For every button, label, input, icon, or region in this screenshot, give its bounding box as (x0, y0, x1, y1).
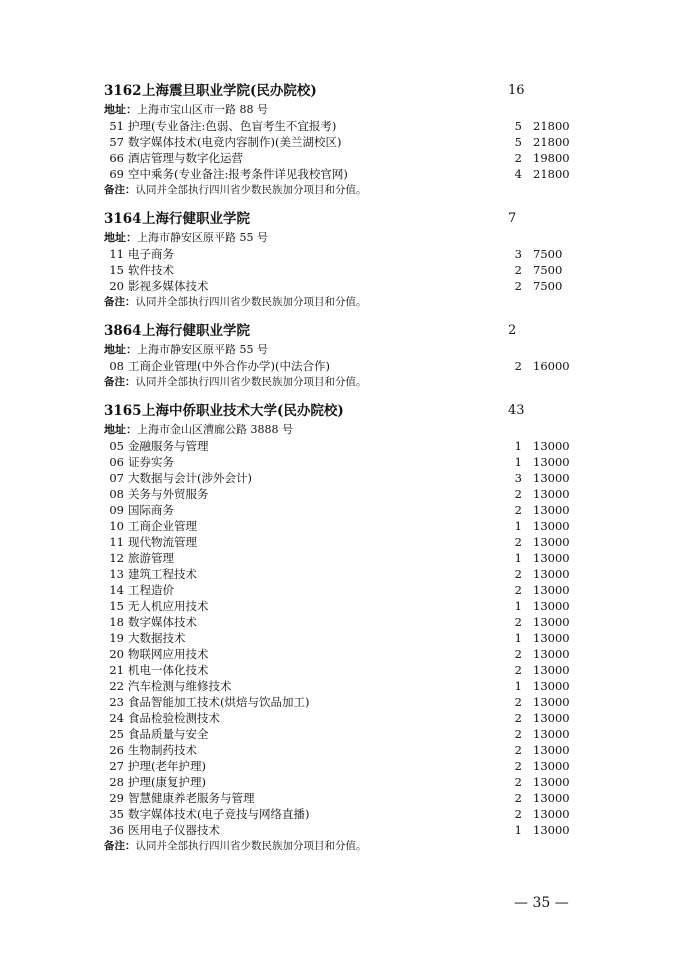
major-tuition-fee: 13000 (533, 647, 570, 661)
school-address (0, 102, 680, 118)
major-name: 国际商务 (128, 503, 174, 517)
major-name: 智慧健康养老服务与管理 (128, 791, 255, 805)
note-text: 认同并全部执行四川省少数民族加分项目和分值。 (135, 376, 367, 388)
major-code: 57 (109, 135, 124, 149)
major-plan-count: 2 (514, 791, 522, 805)
major-code: 23 (109, 695, 124, 709)
major-row (0, 598, 680, 614)
school-block (0, 400, 680, 854)
major-row (0, 534, 680, 550)
major-plan-count: 2 (514, 807, 522, 821)
major-plan-count: 2 (514, 663, 522, 677)
address-label: 地址： (104, 103, 137, 116)
note-label: 备注： (104, 184, 136, 196)
major-tuition-fee: 13000 (533, 455, 570, 469)
major-row (0, 630, 680, 646)
major-code: 07 (109, 471, 124, 485)
major-plan-count: 2 (514, 279, 522, 293)
major-name: 软件技术 (128, 263, 174, 277)
major-name: 数字媒体技术(电子竞技与网络直播) (128, 807, 310, 821)
major-row (0, 806, 680, 822)
major-row (0, 678, 680, 694)
major-row (0, 582, 680, 598)
major-plan-count: 2 (514, 535, 522, 549)
major-tuition-fee: 13000 (533, 471, 570, 485)
school-address (0, 230, 680, 246)
major-row (0, 118, 680, 134)
major-plan-count: 2 (514, 263, 522, 277)
major-plan-count: 5 (514, 135, 522, 149)
major-row (0, 550, 680, 566)
major-tuition-fee: 13000 (533, 583, 570, 597)
major-plan-count: 2 (514, 775, 522, 789)
major-tuition-fee: 13000 (533, 663, 570, 677)
major-name: 医用电子仪器技术 (128, 823, 220, 837)
major-plan-count: 2 (514, 711, 522, 725)
major-row (0, 614, 680, 630)
major-row (0, 358, 680, 374)
major-tuition-fee: 7500 (533, 247, 563, 261)
school-name: 上海中侨职业技术大学(民办院校) (142, 403, 344, 419)
major-code: 29 (109, 791, 124, 805)
major-code: 18 (109, 615, 124, 629)
major-code: 10 (109, 519, 124, 533)
major-name: 影视多媒体技术 (128, 279, 209, 293)
major-code: 13 (109, 567, 124, 581)
major-code: 14 (109, 583, 124, 597)
major-name: 电子商务 (128, 247, 174, 261)
school-header (0, 208, 680, 230)
major-code: 11 (109, 535, 124, 549)
major-row (0, 470, 680, 486)
major-code: 27 (109, 759, 124, 773)
school-note (0, 374, 680, 390)
major-code: 35 (109, 807, 124, 821)
major-row (0, 662, 680, 678)
major-row (0, 758, 680, 774)
page-number: — 35 — (514, 895, 569, 911)
major-name: 工程造价 (128, 583, 174, 597)
major-code: 08 (109, 487, 124, 501)
major-code: 24 (109, 711, 124, 725)
school-address (0, 342, 680, 358)
major-tuition-fee: 7500 (533, 263, 563, 277)
major-row (0, 726, 680, 742)
major-code: 19 (109, 631, 124, 645)
major-plan-count: 2 (514, 151, 522, 165)
major-tuition-fee: 13000 (533, 695, 570, 709)
major-code: 12 (109, 551, 124, 565)
major-row (0, 486, 680, 502)
major-plan-count: 2 (514, 695, 522, 709)
major-row (0, 566, 680, 582)
major-name: 关务与外贸服务 (128, 487, 209, 501)
major-name: 汽车检测与维修技术 (128, 679, 232, 693)
major-name: 旅游管理 (128, 551, 174, 565)
major-code: 21 (109, 663, 124, 677)
school-name: 上海行健职业学院 (142, 211, 250, 227)
major-name: 现代物流管理 (128, 535, 197, 549)
major-plan-count: 2 (514, 359, 522, 373)
major-row (0, 278, 680, 294)
major-code: 66 (109, 151, 124, 165)
major-row (0, 454, 680, 470)
school-code: 3164 (104, 211, 142, 227)
note-text: 认同并全部执行四川省少数民族加分项目和分值。 (135, 184, 367, 196)
major-plan-count: 5 (514, 119, 522, 133)
major-name: 护理(专业备注:色弱、色盲考生不宜报考) (128, 119, 337, 133)
major-tuition-fee: 13000 (533, 807, 570, 821)
school-total-plan: 16 (508, 83, 525, 98)
school-name: 上海震旦职业学院(民办院校) (142, 83, 317, 99)
school-header (0, 320, 680, 342)
major-row (0, 742, 680, 758)
note-text: 认同并全部执行四川省少数民族加分项目和分值。 (135, 840, 367, 852)
major-plan-count: 4 (514, 167, 522, 181)
major-tuition-fee: 13000 (533, 775, 570, 789)
major-plan-count: 2 (514, 743, 522, 757)
major-name: 大数据与会计(涉外会计) (128, 471, 252, 485)
major-code: 26 (109, 743, 124, 757)
school-note (0, 182, 680, 198)
major-code: 22 (109, 679, 124, 693)
major-name: 工商企业管理(中外合作办学)(中法合作) (128, 359, 330, 373)
major-name: 护理(康复护理) (128, 775, 206, 789)
major-tuition-fee: 7500 (533, 279, 563, 293)
major-row (0, 822, 680, 838)
major-row (0, 646, 680, 662)
school-total-plan: 43 (508, 403, 525, 418)
major-plan-count: 2 (514, 487, 522, 501)
address-label: 地址： (104, 343, 137, 356)
major-code: 69 (109, 167, 124, 181)
major-tuition-fee: 13000 (533, 791, 570, 805)
major-code: 15 (109, 599, 124, 613)
address-text: 上海市宝山区市一路 88 号 (137, 103, 268, 116)
major-plan-count: 1 (514, 679, 522, 693)
major-tuition-fee: 19800 (533, 151, 570, 165)
school-block (0, 320, 680, 390)
major-code: 25 (109, 727, 124, 741)
school-name: 上海行健职业学院 (142, 323, 250, 339)
note-text: 认同并全部执行四川省少数民族加分项目和分值。 (135, 296, 367, 308)
major-plan-count: 1 (514, 439, 522, 453)
school-total-plan: 7 (508, 211, 517, 226)
major-row (0, 518, 680, 534)
major-plan-count: 1 (514, 551, 522, 565)
major-name: 工商企业管理 (128, 519, 197, 533)
major-name: 食品检验检测技术 (128, 711, 220, 725)
major-tuition-fee: 13000 (533, 519, 570, 533)
school-block (0, 208, 680, 310)
major-row (0, 502, 680, 518)
major-tuition-fee: 13000 (533, 759, 570, 773)
school-note (0, 294, 680, 310)
major-row (0, 262, 680, 278)
major-code: 28 (109, 775, 124, 789)
major-name: 建筑工程技术 (128, 567, 197, 581)
major-code: 05 (109, 439, 124, 453)
address-text: 上海市金山区漕廊公路 3888 号 (137, 423, 293, 436)
major-tuition-fee: 13000 (533, 823, 570, 837)
major-row (0, 134, 680, 150)
major-tuition-fee: 13000 (533, 727, 570, 741)
major-tuition-fee: 13000 (533, 599, 570, 613)
major-name: 食品智能加工技术(烘焙与饮品加工) (128, 695, 310, 709)
major-plan-count: 2 (514, 567, 522, 581)
school-note (0, 838, 680, 854)
major-code: 36 (109, 823, 124, 837)
major-plan-count: 2 (514, 583, 522, 597)
major-name: 食品质量与安全 (128, 727, 209, 741)
major-name: 护理(老年护理) (128, 759, 206, 773)
major-plan-count: 1 (514, 599, 522, 613)
major-name: 数字媒体技术(电竞内容制作)(美兰湖校区) (128, 135, 342, 149)
major-row (0, 150, 680, 166)
note-label: 备注： (104, 296, 136, 308)
major-name: 无人机应用技术 (128, 599, 209, 613)
major-row (0, 166, 680, 182)
address-text: 上海市静安区原平路 55 号 (137, 231, 268, 244)
major-plan-count: 2 (514, 615, 522, 629)
major-tuition-fee: 13000 (533, 487, 570, 501)
major-plan-count: 3 (514, 247, 522, 261)
school-header (0, 80, 680, 102)
major-row (0, 710, 680, 726)
major-tuition-fee: 13000 (533, 567, 570, 581)
major-name: 物联网应用技术 (128, 647, 209, 661)
school-address (0, 422, 680, 438)
major-name: 数字媒体技术 (128, 615, 197, 629)
major-code: 06 (109, 455, 124, 469)
major-name: 机电一体化技术 (128, 663, 209, 677)
major-code: 20 (109, 647, 124, 661)
major-plan-count: 2 (514, 727, 522, 741)
school-block (0, 80, 680, 198)
school-total-plan: 2 (508, 323, 517, 338)
major-row (0, 438, 680, 454)
major-code: 15 (109, 263, 124, 277)
major-tuition-fee: 13000 (533, 551, 570, 565)
major-name: 酒店管理与数字化运营 (128, 151, 243, 165)
major-tuition-fee: 13000 (533, 503, 570, 517)
major-name: 空中乘务(专业备注:报考条件详见我校官网) (128, 167, 348, 181)
major-tuition-fee: 13000 (533, 743, 570, 757)
major-tuition-fee: 13000 (533, 711, 570, 725)
major-row (0, 694, 680, 710)
major-plan-count: 1 (514, 823, 522, 837)
major-plan-count: 1 (514, 519, 522, 533)
major-row (0, 790, 680, 806)
major-tuition-fee: 21800 (533, 135, 570, 149)
major-plan-count: 2 (514, 647, 522, 661)
major-code: 08 (109, 359, 124, 373)
school-code: 3165 (104, 403, 142, 419)
major-row (0, 246, 680, 262)
major-tuition-fee: 13000 (533, 631, 570, 645)
major-tuition-fee: 13000 (533, 615, 570, 629)
major-tuition-fee: 21800 (533, 167, 570, 181)
major-code: 20 (109, 279, 124, 293)
major-row (0, 774, 680, 790)
address-label: 地址： (104, 423, 137, 436)
major-name: 证券实务 (128, 455, 174, 469)
school-code: 3162 (104, 83, 142, 99)
note-label: 备注： (104, 376, 136, 388)
major-name: 金融服务与管理 (128, 439, 209, 453)
major-tuition-fee: 13000 (533, 439, 570, 453)
major-plan-count: 2 (514, 759, 522, 773)
major-code: 51 (109, 119, 124, 133)
address-text: 上海市静安区原平路 55 号 (137, 343, 268, 356)
major-name: 大数据技术 (128, 631, 186, 645)
major-tuition-fee: 13000 (533, 679, 570, 693)
major-plan-count: 3 (514, 471, 522, 485)
note-label: 备注： (104, 840, 136, 852)
major-tuition-fee: 13000 (533, 535, 570, 549)
address-label: 地址： (104, 231, 137, 244)
major-code: 09 (109, 503, 124, 517)
school-header (0, 400, 680, 422)
major-plan-count: 1 (514, 631, 522, 645)
major-name: 生物制药技术 (128, 743, 197, 757)
major-code: 11 (109, 247, 124, 261)
major-plan-count: 2 (514, 503, 522, 517)
major-tuition-fee: 21800 (533, 119, 570, 133)
major-plan-count: 1 (514, 455, 522, 469)
school-code: 3864 (104, 323, 142, 339)
major-tuition-fee: 16000 (533, 359, 570, 373)
